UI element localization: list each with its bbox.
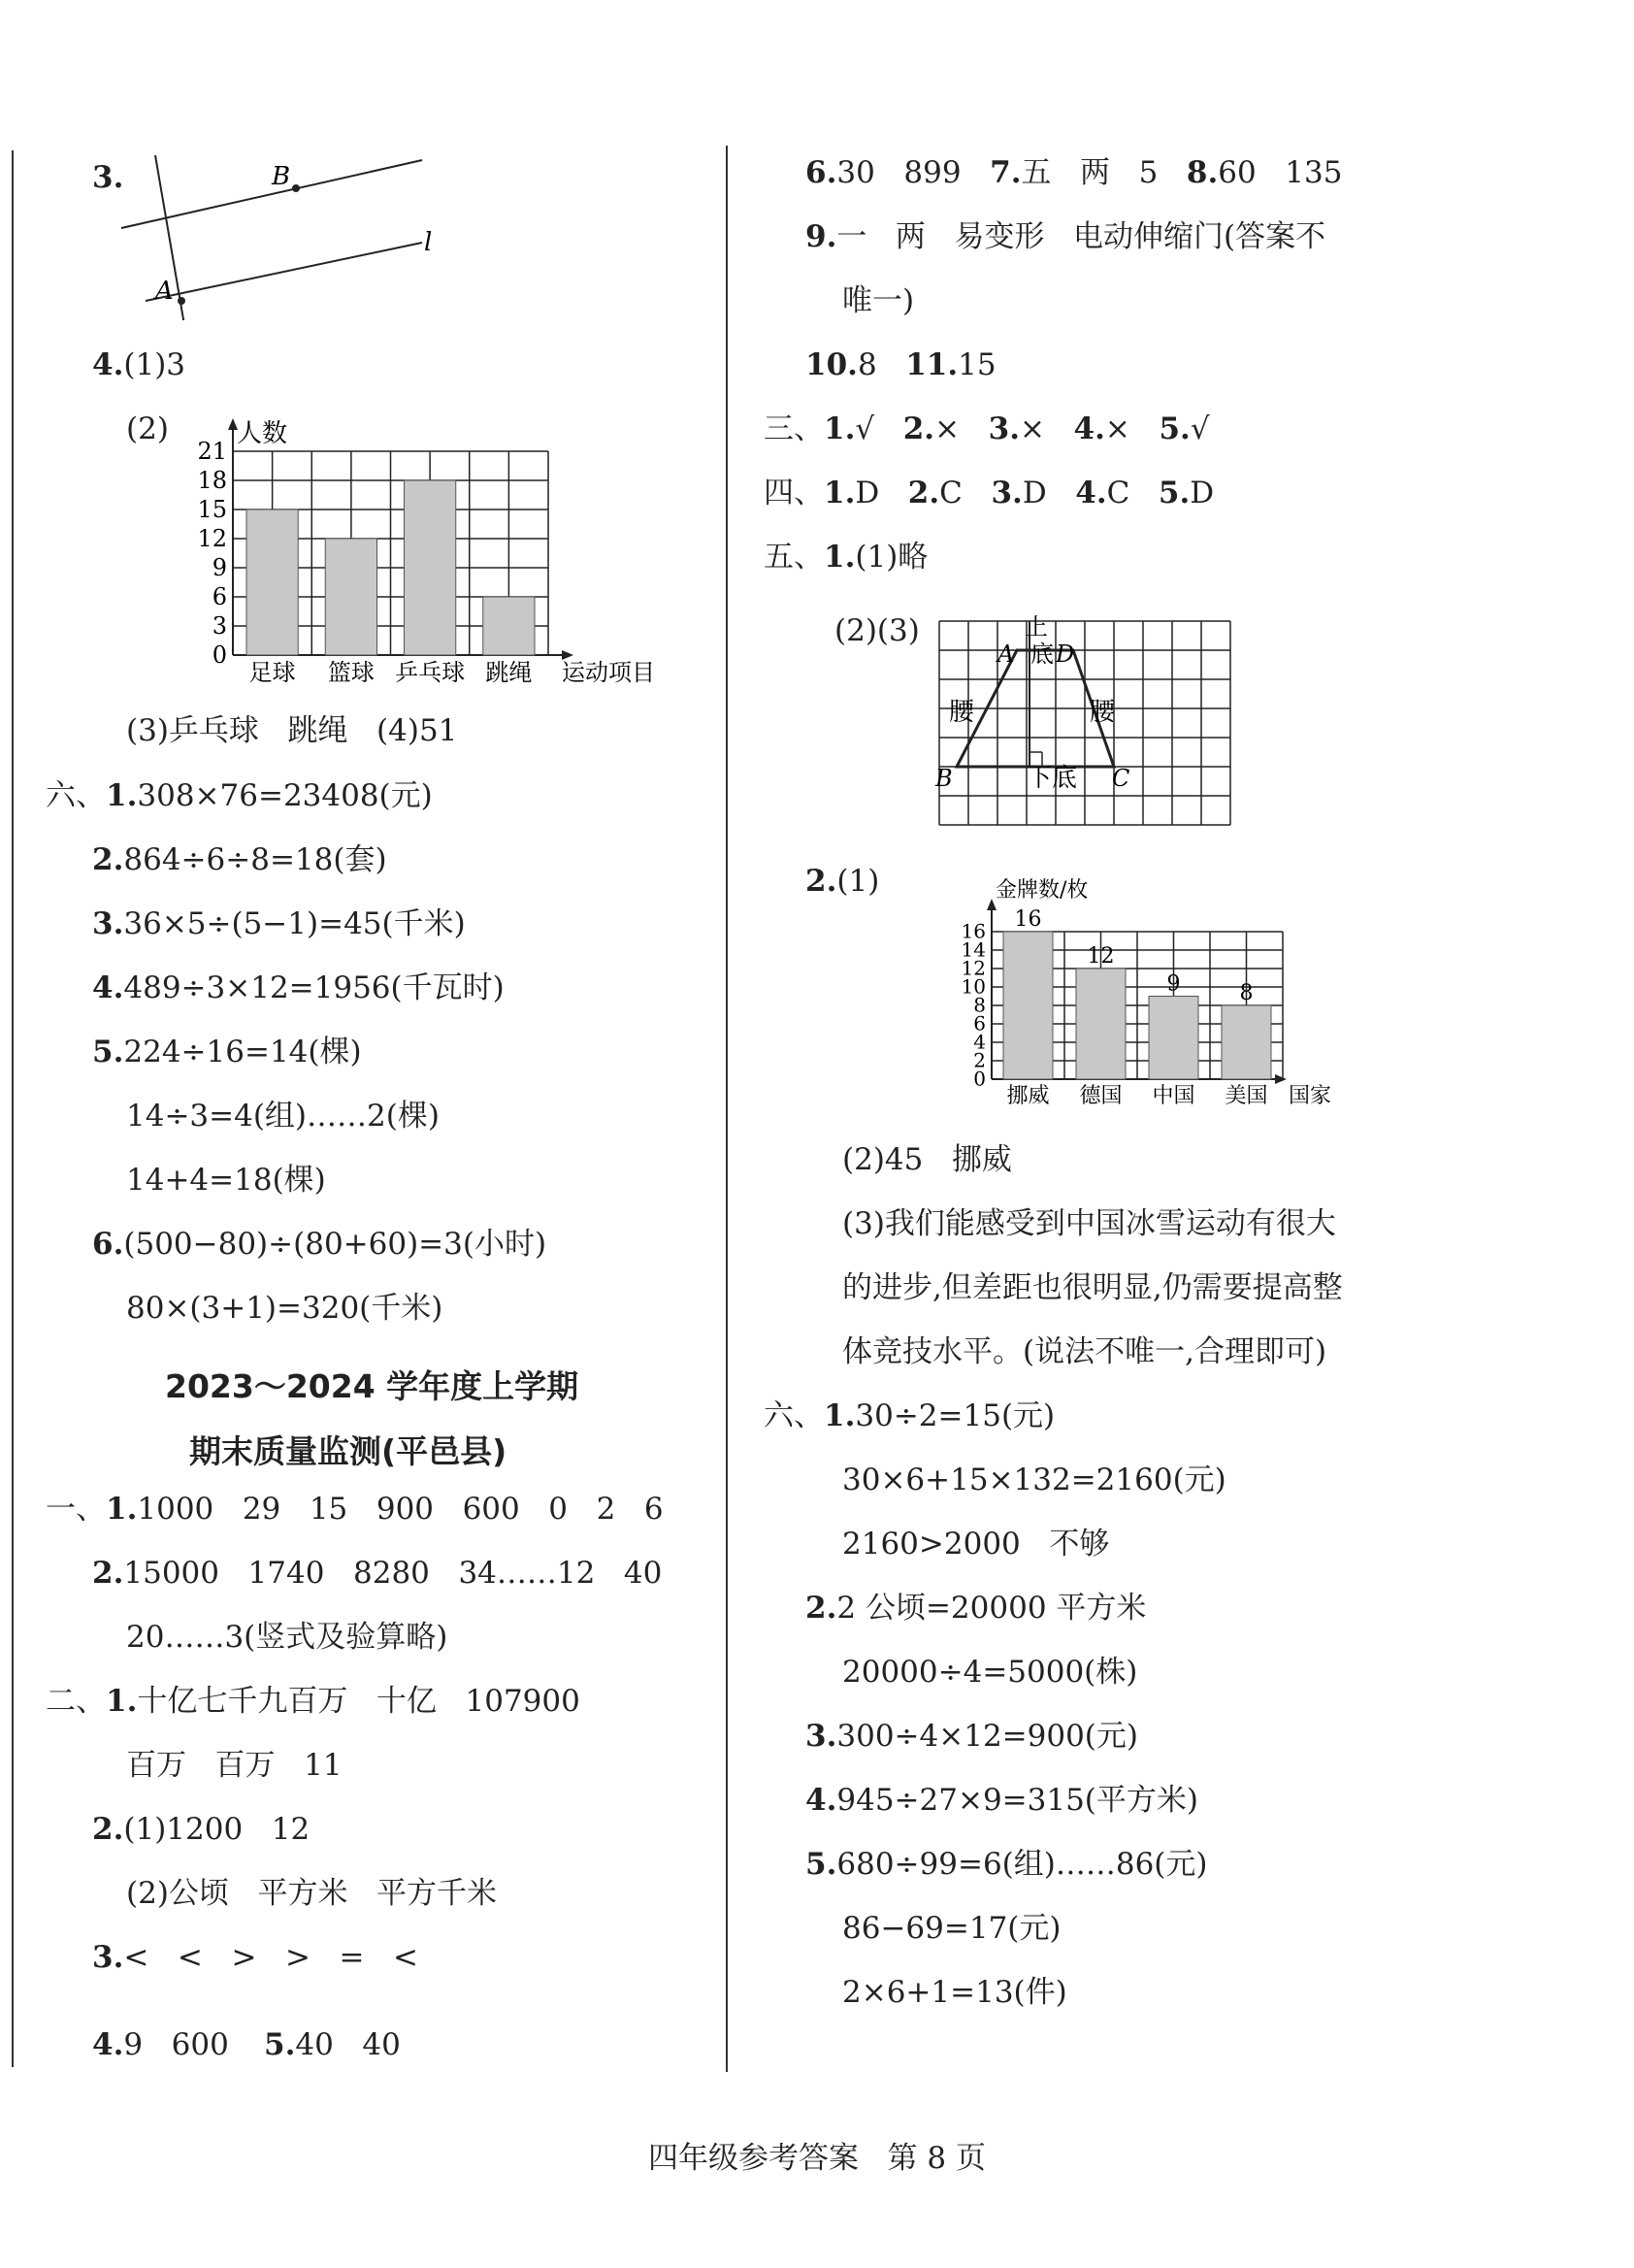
item-text: 60 135 (1218, 155, 1343, 190)
answer-line (805, 1717, 1138, 1756)
item-number: 1. (106, 1684, 138, 1719)
item-text: 2×6+1=13(件) (842, 1975, 1067, 2010)
q4-part1: 4.(1)3 (92, 347, 186, 382)
trap-di-label: 底 (1030, 641, 1054, 668)
item-number: 3. (988, 411, 1020, 446)
trap-a-label: A (997, 641, 1015, 668)
q2-label: 2.(1) (805, 864, 880, 899)
item-text: 五 两 5 (1021, 155, 1187, 190)
answer-line (46, 1682, 580, 1721)
category-label: 中国 (1152, 1084, 1195, 1108)
q5-inline: 5.40 40 (264, 2027, 401, 2062)
item-text: 224÷16=14(棵) (123, 1035, 362, 1069)
item-text: √ (1190, 411, 1210, 446)
x-axis-title: 国家 (1289, 1084, 1332, 1108)
item-number: 3. (991, 476, 1023, 510)
item-text: 30×6+15×132=2160(元) (842, 1463, 1226, 1497)
item-text: 一 两 易变形 电动伸缩门(答案不 (836, 219, 1326, 254)
item-number: 1. (824, 476, 856, 510)
item-number: 6. (92, 1227, 124, 1262)
item-text: 2160>2000 不够 (842, 1527, 1110, 1561)
item-number: 5. (1159, 411, 1191, 446)
point-a-label: A (155, 277, 174, 306)
category-label: 德国 (1079, 1084, 1123, 1108)
y-tick-label: 9 (212, 554, 227, 581)
line-prefix: 六、 (46, 778, 106, 813)
item-number: 8. (1186, 155, 1219, 190)
item-text: 680÷99=6(组)……86(元) (836, 1847, 1208, 1882)
answer-line (805, 153, 1342, 192)
item-text: 945÷27×9=315(平方米) (836, 1783, 1198, 1818)
item-text: × (934, 411, 989, 446)
answer-line (805, 1589, 1146, 1627)
data-label: 12 (1087, 944, 1115, 969)
y-tick-label: 6 (212, 583, 227, 610)
item-number: 3. (805, 1719, 837, 1754)
answer-line (92, 1554, 662, 1593)
y-tick-label: 8 (973, 993, 986, 1017)
x-axis-title: 运动项目 (562, 659, 655, 686)
line-prefix: 二、 (46, 1684, 106, 1719)
sports-bar-chart (165, 408, 689, 699)
item-number: 10. (805, 347, 858, 382)
answer-line (126, 1874, 497, 1913)
answer-line (805, 345, 997, 384)
item-text: 308×76=23408(元) (137, 778, 433, 813)
item-number: 2. (805, 1591, 837, 1626)
item-number: 5. (1158, 476, 1191, 510)
left-margin-rule (12, 150, 14, 2067)
item-text: 80×(3+1)=320(千米) (126, 1291, 443, 1326)
item-text: 15000 1740 8280 34……12 40 (123, 1556, 663, 1591)
item-text: 14÷3=4(组)……2(棵) (126, 1099, 440, 1134)
answer-line (805, 1845, 1208, 1884)
answer-line (126, 1161, 326, 1200)
item-number: 3. (92, 1940, 124, 1975)
answer-line (126, 1618, 447, 1657)
item-text: 百万 百万 11 (126, 1748, 343, 1783)
item-text: 30 899 (836, 155, 991, 190)
answer-line (805, 217, 1325, 256)
answer-line (764, 474, 1214, 512)
item-text: √ (855, 411, 903, 446)
item-text: (500−80)÷(80+60)=3(小时) (123, 1227, 547, 1262)
item-text: 36×5÷(5−1)=45(千米) (123, 906, 466, 941)
item-text: D (1190, 476, 1215, 510)
bar (1076, 969, 1126, 1079)
bar (246, 509, 298, 655)
y-tick-label: 18 (197, 467, 227, 494)
trap-c-label: C (1112, 765, 1130, 792)
answer-line (764, 410, 1210, 448)
category-label: 挪威 (1006, 1084, 1050, 1108)
item-text: < < > > = < (123, 1940, 419, 1975)
data-label: 8 (1239, 981, 1254, 1005)
item-text: 2 公顷=20000 平方米 (836, 1591, 1147, 1626)
trapezoid-label: (2)(3) (834, 613, 920, 648)
item-text: 唯一) (842, 283, 915, 318)
answer-line (126, 1746, 343, 1785)
answer-line (92, 840, 387, 879)
x-axis-arrow (1275, 1074, 1287, 1084)
item-number: 2. (902, 411, 935, 446)
y-tick-label: 15 (197, 496, 227, 523)
y-tick-label: 6 (973, 1011, 986, 1035)
q4-part2-label: (2) (126, 411, 169, 446)
category-label: 乒乓球 (395, 659, 466, 686)
item-number: 4. (92, 2027, 124, 2062)
q2-part2: (2)45 挪威 (842, 1142, 1012, 1177)
item-number: 1. (824, 411, 856, 446)
trap-d-label: D (1056, 641, 1075, 668)
item-number: 2. (92, 1556, 124, 1591)
trap-left-leg-label: 腰 (949, 698, 975, 727)
item-number: 1. (106, 778, 138, 813)
item-text: 300÷4×12=900(元) (836, 1719, 1138, 1754)
item-text: (1)1200 12 (123, 1812, 310, 1847)
y-tick-label: 16 (961, 919, 986, 943)
category-label: 篮球 (327, 659, 375, 686)
item-number: 4. (1073, 411, 1105, 446)
item-number: 2. (92, 842, 124, 877)
item-text: D (1022, 476, 1076, 510)
y-tick-label: 0 (212, 641, 227, 669)
item-text: C (1106, 476, 1159, 510)
answer-line: 体竞技水平。(说法不唯一,合理即可) (842, 1334, 1327, 1369)
item-text: 15 (958, 347, 997, 382)
trap-right-leg-label: 腰 (1090, 698, 1116, 727)
item-text: 四、 (764, 476, 824, 510)
y-tick-label: 2 (973, 1048, 986, 1072)
item-number: 1. (824, 1398, 856, 1433)
item-text: 8 (857, 347, 906, 382)
gold-medal-bar-chart (883, 864, 1388, 1126)
item-text: 三、 (764, 411, 824, 446)
item-number: 3. (92, 906, 124, 941)
answer-line (92, 1810, 310, 1849)
item-number: 7. (990, 155, 1022, 190)
item-number: 1. (106, 1492, 138, 1527)
item-text: 20000÷4=5000(株) (842, 1655, 1138, 1690)
y-tick-label: 12 (961, 956, 986, 980)
item-text: (1)略 (855, 540, 929, 575)
bar (1222, 1005, 1271, 1079)
trapezoid-grid-figure (930, 611, 1240, 827)
item-number: 11. (905, 347, 959, 382)
answer-line (92, 2025, 257, 2064)
answer-line (92, 1938, 418, 1977)
category-label: 跳绳 (485, 659, 533, 686)
item-text: 五、 (764, 540, 824, 575)
item-text: 864÷6÷8=18(套) (123, 842, 387, 877)
page-footer: 四年级参考答案 第 8 页 (648, 2141, 986, 2176)
line-prefix: 一、 (46, 1492, 106, 1527)
answer-line (764, 538, 928, 576)
answer-line (126, 1289, 442, 1328)
bar (1003, 932, 1053, 1079)
q4-part3: (3)乒乓球 跳绳 (4)51 (126, 713, 458, 748)
item-text: × (1104, 411, 1160, 446)
answer-line (805, 1781, 1198, 1820)
answer-line (842, 1461, 1226, 1499)
answer-line (92, 1033, 362, 1071)
exam-title-line2: 期末质量监测(平邑县) (189, 1432, 507, 1470)
category-label: 美国 (1225, 1084, 1268, 1108)
item-text: 1000 29 15 900 600 0 2 6 (137, 1492, 664, 1527)
bar (325, 539, 376, 655)
item-number: 2. (92, 1812, 124, 1847)
item-number: 5. (805, 1847, 837, 1882)
answer-line (126, 1097, 440, 1135)
trap-b-label: B (935, 765, 953, 792)
line-l-label: l (424, 228, 433, 257)
answer-line (842, 1973, 1067, 2012)
answer-line: 的进步,但差距也很明显,仍需要提高整 (842, 1270, 1343, 1305)
item-number: 1. (824, 540, 856, 575)
answer-line (46, 776, 433, 815)
item-text: 86−69=17(元) (842, 1911, 1062, 1946)
parallel-lines-figure (112, 146, 461, 320)
item-text: 9 600 (123, 2027, 258, 2062)
y-tick-label: 10 (961, 974, 986, 999)
answer-line: (3)我们能感受到中国冰雪运动有很大 (842, 1206, 1336, 1241)
y-tick-label: 0 (973, 1067, 986, 1091)
item-number: 6. (805, 155, 837, 190)
point-b-label: B (272, 162, 291, 191)
answer-line (842, 1525, 1109, 1563)
item-number: 5. (92, 1035, 124, 1069)
answer-line (46, 1490, 664, 1528)
y-tick-label: 12 (197, 525, 227, 552)
q3-number: 3. (92, 160, 124, 195)
y-axis-title: 人数 (237, 419, 288, 448)
item-text: 489÷3×12=1956(千瓦时) (123, 970, 505, 1005)
item-number: 4. (1075, 476, 1107, 510)
data-label: 9 (1166, 971, 1181, 997)
data-label: 16 (1014, 907, 1042, 932)
bar (483, 597, 535, 655)
category-label: 足球 (248, 659, 296, 686)
trap-top-label: 上 (1025, 613, 1048, 641)
line-prefix: 六、 (764, 1398, 824, 1433)
y-axis-title: 金牌数/枚 (996, 878, 1089, 903)
answer-line (764, 1397, 1055, 1435)
item-number: 2. (907, 476, 940, 510)
answer-line (92, 1225, 546, 1264)
item-text: 14+4=18(棵) (126, 1163, 326, 1198)
item-text: 30÷2=15(元) (855, 1398, 1056, 1433)
answer-line (92, 969, 505, 1007)
answer-line (842, 281, 914, 320)
y-tick-label: 4 (973, 1030, 986, 1054)
item-text: 20……3(竖式及验算略) (126, 1620, 448, 1655)
bar (1149, 997, 1198, 1080)
item-number: 4. (805, 1783, 837, 1818)
trap-bottom-label: 下底 (1027, 764, 1078, 793)
item-text: D (855, 476, 908, 510)
y-tick-label: 21 (197, 438, 227, 465)
answer-line (92, 904, 466, 943)
item-text: 十亿七千九百万 十亿 107900 (137, 1684, 580, 1719)
answer-line (842, 1909, 1061, 1948)
item-number: 9. (805, 219, 837, 254)
item-text: C (939, 476, 992, 510)
y-tick-label: 14 (961, 937, 986, 962)
column-divider (726, 146, 728, 2072)
bar (405, 480, 456, 655)
item-text: × (1020, 411, 1074, 446)
item-text: (2)公顷 平方米 平方千米 (126, 1876, 498, 1911)
y-tick-label: 3 (212, 612, 227, 640)
item-number: 4. (92, 970, 124, 1005)
answer-line (842, 1653, 1137, 1692)
exam-title-line1: 2023～2024 学年度上学期 (165, 1367, 579, 1405)
